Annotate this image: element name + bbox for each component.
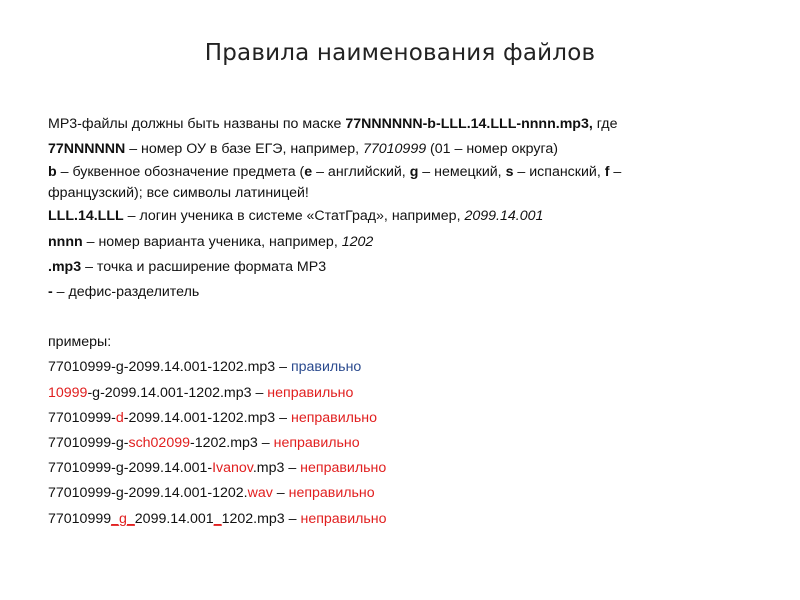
subject-g: g <box>409 164 419 181</box>
example-1 <box>48 355 768 380</box>
example-text: -g-2099.14.001-1202.mp3 – <box>87 384 268 401</box>
example-text: 2099.14.001 <box>134 510 214 527</box>
ou-term: 77NNNNNN <box>48 141 126 158</box>
rule-subject <box>48 162 768 183</box>
verdict-wrong: неправильно <box>300 510 387 527</box>
example-text: -2099.14.001-1202.mp3 – <box>123 409 291 426</box>
verdict-correct: правильно <box>290 359 362 376</box>
login-term: LLL.14.LLL <box>48 208 124 225</box>
example-error: sch02099 <box>128 435 190 452</box>
slide-title: Правила наименования файлов <box>204 40 596 66</box>
example-error: Ivanov <box>212 460 253 477</box>
rule-mask <box>48 112 768 137</box>
rule-extension <box>48 255 768 280</box>
verdict-wrong: неправильно <box>267 384 354 401</box>
example-error: d <box>115 409 124 426</box>
mask-pattern: 77NNNNNN-b-LLL.14.LLL-nnnn.mp3, <box>345 116 593 132</box>
variant-example: 1202 <box>341 233 374 250</box>
dash-term: - <box>48 284 53 301</box>
subject-desc-1: – буквенное обозначение предмета ( <box>56 164 305 181</box>
example-3 <box>48 406 768 431</box>
example-text: 77010999-g-2099.14.001-1202.mp3 – <box>48 359 291 376</box>
example-error: _ <box>213 510 222 527</box>
mask-intro: MP3-файлы должны быть названы по маске <box>48 116 346 132</box>
example-error: _g_ <box>111 510 135 527</box>
example-4 <box>48 431 768 456</box>
variant-term: nnnn <box>48 233 83 250</box>
ou-example: 77010999 <box>362 141 427 158</box>
spacer <box>48 305 768 330</box>
example-5 <box>48 456 768 481</box>
example-error: 10999 <box>48 384 88 401</box>
subject-f: f <box>604 164 610 181</box>
verdict-wrong: неправильно <box>300 460 387 477</box>
ou-desc: – номер ОУ в базе ЕГЭ, например, <box>125 141 363 158</box>
extension-desc: – точка и расширение формата МР3 <box>81 258 327 275</box>
verdict-wrong: неправильно <box>273 435 360 452</box>
example-error: wav <box>247 485 273 502</box>
example-7 <box>48 507 768 532</box>
verdict-wrong: неправильно <box>288 485 375 502</box>
subject-s: s <box>505 164 514 181</box>
subject-desc-5: – <box>609 164 622 181</box>
rules-content <box>48 112 768 532</box>
example-text: 77010999-g- <box>48 435 129 452</box>
rule-dash <box>48 280 768 305</box>
subject-term: b <box>48 164 57 181</box>
subject-e: e <box>304 164 313 181</box>
subject-desc-3: – немецкий, <box>418 164 506 181</box>
subject-desc-2: – английский, <box>312 164 410 181</box>
rule-subject-cont <box>48 183 768 204</box>
example-text: 77010999 <box>48 510 112 527</box>
variant-desc: – номер варианта ученика, например, <box>82 233 342 250</box>
login-example: 2099.14.001 <box>464 208 544 225</box>
example-text: 77010999-g-2099.14.001-1202. <box>48 485 248 502</box>
example-text: -1202.mp3 – <box>190 435 274 452</box>
subject-desc-4: – испанский, <box>513 164 605 181</box>
rule-login <box>48 204 768 229</box>
dash-desc: – дефис-разделитель <box>52 284 200 301</box>
example-text: .mp3 – <box>252 460 301 477</box>
example-text: 77010999- <box>48 409 116 426</box>
example-6 <box>48 481 768 506</box>
rule-ou <box>48 137 768 162</box>
verdict-wrong: неправильно <box>290 409 378 426</box>
login-desc: – логин ученика в системе «СтатГрад», например, <box>123 208 465 225</box>
subject-desc-6: французский); все символы латиницей! <box>48 185 309 202</box>
ou-tail: (01 – номер округа) <box>426 141 558 158</box>
example-text: 77010999-g-2099.14.001- <box>48 460 213 477</box>
rule-variant <box>48 230 768 255</box>
example-text: 1202.mp3 – <box>221 510 301 527</box>
mask-tail: где <box>592 116 618 132</box>
examples-label: примеры: <box>48 334 112 351</box>
example-2 <box>48 381 768 406</box>
extension-term: .mp3 <box>48 258 82 275</box>
example-text: – <box>272 485 289 502</box>
